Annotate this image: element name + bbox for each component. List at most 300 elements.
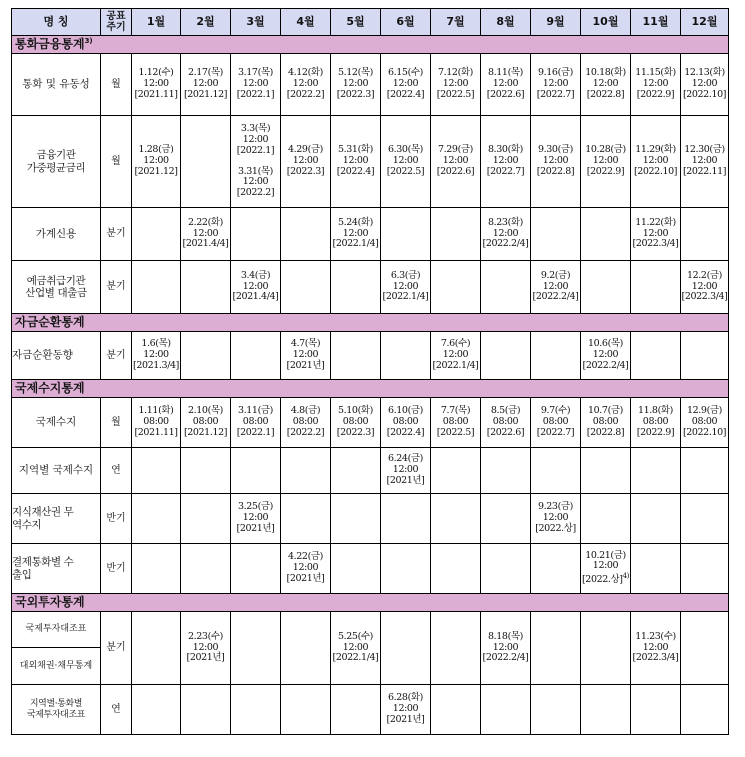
release-time: 12:00 xyxy=(143,349,169,361)
header-month: 8월 xyxy=(481,9,531,36)
schedule-cell xyxy=(231,261,281,314)
schedule-cell xyxy=(132,612,181,685)
release-date: 2.22(화) xyxy=(188,216,223,228)
reference-period: [2022.1/4] xyxy=(332,238,379,250)
reference-period: [2022.4] xyxy=(336,165,375,177)
schedule-cell xyxy=(531,116,581,208)
release-date: 3.3(목) xyxy=(240,122,271,134)
release-date: 2.23(수) xyxy=(188,630,223,642)
reference-period: [2022.10] xyxy=(682,88,727,100)
schedule-cell xyxy=(431,398,481,448)
reference-period: [2022.11] xyxy=(682,165,727,177)
release-time: 08:00 xyxy=(292,416,319,428)
reference-period: [2022.2/4] xyxy=(532,291,579,303)
release-time: 12:00 xyxy=(392,280,419,292)
schedule-cell xyxy=(231,544,281,594)
schedule-cell xyxy=(631,612,681,685)
header-month: 12월 xyxy=(681,9,729,36)
schedule-cell xyxy=(531,544,581,594)
reference-period: [2022.3] xyxy=(286,165,325,177)
schedule-cell xyxy=(331,332,381,380)
release-date: 4.7(목) xyxy=(290,338,321,350)
release-date: 11.23(수) xyxy=(635,630,676,642)
schedule-cell xyxy=(331,398,381,448)
schedule-cell xyxy=(681,54,729,116)
table-row xyxy=(12,448,729,494)
reference-period: [2021.12] xyxy=(134,165,178,177)
reference-period: [2022.3] xyxy=(336,426,375,438)
release-date: 6.30(목) xyxy=(388,144,423,156)
release-date: 6.10(금) xyxy=(388,405,423,417)
row-name: 국제수지 xyxy=(12,398,101,448)
release-date: 6.28(화) xyxy=(388,692,423,704)
release-date: 10.6(목) xyxy=(588,338,623,350)
schedule-cell xyxy=(381,208,431,261)
release-time: 12:00 xyxy=(542,78,569,90)
reference-period: [2021년] xyxy=(236,522,275,534)
release-date: 1.11(화) xyxy=(138,405,174,417)
schedule-cell xyxy=(281,332,331,380)
schedule-cell xyxy=(631,544,681,594)
schedule-cell xyxy=(581,398,631,448)
release-date: 12.30(금) xyxy=(684,144,725,156)
reference-period: [2022.8] xyxy=(586,426,625,438)
schedule-cell xyxy=(381,685,431,735)
reference-period: [2022.1] xyxy=(236,426,275,438)
schedule-cell xyxy=(331,54,381,116)
section-title: 통화금융통계$^{3)}$ xyxy=(12,36,729,54)
schedule-cell xyxy=(331,544,381,594)
schedule-cell xyxy=(431,332,481,380)
release-time: 08:00 xyxy=(542,416,569,428)
release-time: 12:00 xyxy=(442,78,469,90)
schedule-cell xyxy=(481,208,531,261)
schedule-cell xyxy=(231,612,281,685)
section-row xyxy=(12,380,729,398)
schedule-cell xyxy=(231,494,281,544)
table-row xyxy=(12,612,729,685)
header-month: 6월 xyxy=(381,9,431,36)
reference-period: [2022.2] xyxy=(286,88,325,100)
release-time: 08:00 xyxy=(492,416,519,428)
release-date: 4.8(금) xyxy=(290,405,321,417)
reference-period: [2021년] xyxy=(186,652,225,664)
release-time: 12:00 xyxy=(542,155,569,167)
reference-period: [2022.2] xyxy=(236,187,275,199)
release-time: 08:00 xyxy=(342,416,369,428)
schedule-cell xyxy=(431,54,481,116)
reference-period: [2021년] xyxy=(386,713,425,725)
schedule-cell xyxy=(481,448,531,494)
section-title: 국제수지통계 xyxy=(12,380,729,398)
schedule-cell xyxy=(681,208,729,261)
schedule-cell xyxy=(181,494,231,544)
release-date: 7.12(화) xyxy=(438,67,473,79)
reference-period: [2022.1] xyxy=(236,144,275,156)
release-schedule-table xyxy=(11,8,729,735)
schedule-cell xyxy=(581,54,631,116)
schedule-cell xyxy=(381,448,431,494)
schedule-cell xyxy=(531,261,581,314)
release-date: 6.24(금) xyxy=(388,453,423,465)
schedule-cell xyxy=(231,332,281,380)
schedule-cell xyxy=(281,261,331,314)
reference-period: [2022.6] xyxy=(486,426,525,438)
schedule-cell xyxy=(531,332,581,380)
table-row xyxy=(12,685,729,735)
release-time: 12:00 xyxy=(342,227,369,239)
schedule-cell xyxy=(381,54,431,116)
reference-period: [2022.7] xyxy=(536,426,575,438)
schedule-cell xyxy=(481,398,531,448)
release-date: 9.7(수) xyxy=(540,405,571,417)
release-date: 5.25(수) xyxy=(338,630,373,642)
schedule-cell xyxy=(181,612,231,685)
schedule-cell xyxy=(381,544,431,594)
row-name: 지식재산권 무 역수지 xyxy=(12,494,101,544)
schedule-cell xyxy=(281,448,331,494)
schedule-cell xyxy=(631,261,681,314)
schedule-cell xyxy=(231,685,281,735)
schedule-cell xyxy=(581,208,631,261)
release-date: 10.18(화) xyxy=(585,67,626,79)
schedule-cell xyxy=(681,448,729,494)
release-date: 12.2(금) xyxy=(687,269,722,281)
release-time: 12:00 xyxy=(592,560,619,572)
schedule-cell xyxy=(531,54,581,116)
reference-period: [2021.12] xyxy=(183,88,228,100)
release-time: 12:00 xyxy=(642,155,669,167)
reference-period: [2022.3/4] xyxy=(632,238,679,250)
schedule-cell xyxy=(331,116,381,208)
schedule-cell xyxy=(631,398,681,448)
header-month: 7월 xyxy=(431,9,481,36)
schedule-cell xyxy=(431,208,481,261)
row-name: 통화 및 유동성 xyxy=(12,54,101,116)
row-name: 예금취급기관 산업별 대출금 xyxy=(12,261,101,314)
schedule-cell xyxy=(481,332,531,380)
reference-period: [2022.1/4] xyxy=(432,359,479,371)
release-time: 12:00 xyxy=(592,78,619,90)
release-date: 10.21(금) xyxy=(585,549,626,561)
row-cycle: 반기 xyxy=(101,544,132,594)
release-date: 9.30(금) xyxy=(538,144,573,156)
release-date: 5.12(목) xyxy=(338,67,373,79)
schedule-cell xyxy=(481,116,531,208)
schedule-cell xyxy=(132,544,181,594)
header-month: 10월 xyxy=(581,9,631,36)
release-time: 12:00 xyxy=(592,349,619,361)
release-time: 12:00 xyxy=(691,155,718,167)
schedule-cell xyxy=(231,116,281,208)
release-date: 5.24(화) xyxy=(338,216,373,228)
release-time: 08:00 xyxy=(442,416,469,428)
schedule-cell xyxy=(481,494,531,544)
release-date: 12.13(화) xyxy=(684,67,725,79)
schedule-cell xyxy=(281,208,331,261)
release-time: 12:00 xyxy=(442,155,469,167)
schedule-cell xyxy=(531,612,581,685)
reference-period: [2022.5] xyxy=(436,88,475,100)
schedule-cell xyxy=(631,208,681,261)
schedule-cell xyxy=(531,448,581,494)
schedule-cell xyxy=(481,261,531,314)
schedule-cell xyxy=(631,494,681,544)
schedule-cell xyxy=(431,448,481,494)
schedule-cell xyxy=(631,116,681,208)
schedule-cell xyxy=(181,544,231,594)
schedule-cell xyxy=(181,54,231,116)
footnote-marker: 3) xyxy=(84,37,93,46)
schedule-cell xyxy=(132,332,181,380)
release-time: 12:00 xyxy=(492,641,519,653)
reference-period: [2022.9] xyxy=(636,426,675,438)
reference-period: [2021.11] xyxy=(134,88,178,100)
reference-period: [2022.9] xyxy=(586,165,625,177)
release-time: 12:00 xyxy=(192,227,219,239)
release-time: 12:00 xyxy=(642,641,669,653)
header-month: 4월 xyxy=(281,9,331,36)
reference-period: [2021년] xyxy=(386,474,425,486)
schedule-cell xyxy=(132,208,181,261)
schedule-cell xyxy=(331,448,381,494)
release-time: 08:00 xyxy=(242,416,269,428)
release-date: 9.16(금) xyxy=(538,67,573,79)
release-date: 3.31(목) xyxy=(238,165,273,177)
release-time: 12:00 xyxy=(392,464,419,476)
release-time: 12:00 xyxy=(642,78,669,90)
reference-period: [2022.4] xyxy=(386,426,425,438)
schedule-cell xyxy=(281,54,331,116)
release-time: 12:00 xyxy=(691,280,718,292)
reference-period: [2022.10] xyxy=(633,165,678,177)
release-time: 08:00 xyxy=(642,416,669,428)
release-date: 2.10(목) xyxy=(188,405,223,417)
release-date: 6.3(금) xyxy=(390,269,421,281)
release-time: 12:00 xyxy=(492,155,519,167)
schedule-cell xyxy=(481,612,531,685)
table-row xyxy=(12,544,729,594)
release-time: 08:00 xyxy=(143,416,169,428)
row-cycle: 월 xyxy=(101,54,132,116)
reference-period: [2022.2/4] xyxy=(482,238,529,250)
section-row xyxy=(12,314,729,332)
reference-period: [2022.3] xyxy=(336,88,375,100)
schedule-cell xyxy=(132,685,181,735)
section-row xyxy=(12,36,729,54)
release-date: 2.17(목) xyxy=(188,67,223,79)
reference-period: [2021.4/4] xyxy=(232,291,279,303)
release-time: 12:00 xyxy=(442,349,469,361)
schedule-cell xyxy=(132,54,181,116)
header-month: 3월 xyxy=(231,9,281,36)
schedule-cell xyxy=(581,261,631,314)
schedule-cell xyxy=(132,261,181,314)
header-month: 9월 xyxy=(531,9,581,36)
table-row xyxy=(12,54,729,116)
release-date: 10.7(금) xyxy=(588,405,623,417)
reference-period: [2022.1/4] xyxy=(332,652,379,664)
reference-period: [2021.4/4] xyxy=(182,238,229,250)
schedule-cell xyxy=(381,494,431,544)
release-date: 8.5(금) xyxy=(490,405,521,417)
table-row xyxy=(12,398,729,448)
reference-period: [2022.9] xyxy=(636,88,675,100)
row-cycle: 연 xyxy=(101,685,132,735)
schedule-cell xyxy=(431,544,481,594)
release-time: 12:00 xyxy=(342,78,369,90)
schedule-cell xyxy=(481,685,531,735)
schedule-cell xyxy=(681,544,729,594)
schedule-cell xyxy=(331,612,381,685)
release-time: 12:00 xyxy=(143,78,169,90)
release-time: 08:00 xyxy=(392,416,419,428)
schedule-cell xyxy=(581,612,631,685)
release-time: 12:00 xyxy=(542,512,569,524)
release-time: 12:00 xyxy=(392,703,419,715)
release-date: 4.22(금) xyxy=(288,551,323,563)
release-time: 12:00 xyxy=(192,78,219,90)
reference-period: [2022.2/4] xyxy=(482,652,529,664)
release-date: 9.23(금) xyxy=(538,501,573,513)
schedule-cell xyxy=(181,685,231,735)
release-time: 12:00 xyxy=(192,641,219,653)
schedule-cell xyxy=(631,685,681,735)
release-date: 1.12(수) xyxy=(138,67,174,79)
row-name: 자금순환동향 xyxy=(12,332,101,380)
reference-period: [2022.10] xyxy=(682,426,727,438)
release-time: 12:00 xyxy=(242,280,269,292)
schedule-cell xyxy=(431,612,481,685)
row-name: 가계신용 xyxy=(12,208,101,261)
reference-period: [2022.2] xyxy=(286,426,325,438)
release-date: 3.11(금) xyxy=(238,405,273,417)
row-name: 국제투자대조표 대외채권·채무통계 xyxy=(12,612,101,685)
reference-period: [2022.7] xyxy=(486,165,525,177)
row-name: 지역별·통화별 국제투자대조표 xyxy=(12,685,101,735)
schedule-cell xyxy=(331,261,381,314)
schedule-cell xyxy=(231,54,281,116)
reference-period: [2022.2/4] xyxy=(582,359,629,371)
schedule-cell xyxy=(481,54,531,116)
spacer xyxy=(231,157,280,167)
table-row xyxy=(12,208,729,261)
release-time: 12:00 xyxy=(492,78,519,90)
header-row xyxy=(12,9,729,36)
schedule-cell xyxy=(231,398,281,448)
row-cycle: 분기 xyxy=(101,208,132,261)
schedule-cell xyxy=(681,116,729,208)
schedule-cell xyxy=(481,544,531,594)
reference-period: [2022.7] xyxy=(536,88,575,100)
schedule-cell xyxy=(431,685,481,735)
schedule-cell xyxy=(581,494,631,544)
row-cycle: 분기 xyxy=(101,332,132,380)
release-date: 7.6(수) xyxy=(440,338,471,350)
schedule-cell xyxy=(281,544,331,594)
schedule-cell xyxy=(531,208,581,261)
release-time: 12:00 xyxy=(342,641,369,653)
schedule-cell xyxy=(381,116,431,208)
schedule-cell xyxy=(132,398,181,448)
schedule-cell xyxy=(281,398,331,448)
schedule-cell xyxy=(681,398,729,448)
schedule-cell xyxy=(581,544,631,594)
schedule-cell xyxy=(681,612,729,685)
reference-period: [2021년] xyxy=(286,572,325,584)
release-date: 11.8(화) xyxy=(638,405,673,417)
row-cycle: 반기 xyxy=(101,494,132,544)
release-date: 5.31(화) xyxy=(338,144,373,156)
release-time: 12:00 xyxy=(242,512,269,524)
schedule-cell xyxy=(181,398,231,448)
reference-period: [2021.11] xyxy=(134,426,178,438)
release-time: 12:00 xyxy=(292,78,319,90)
schedule-cell xyxy=(581,332,631,380)
release-date: 8.23(화) xyxy=(488,216,523,228)
release-time: 12:00 xyxy=(392,155,419,167)
table-row xyxy=(12,332,729,380)
release-time: 12:00 xyxy=(292,349,319,361)
reference-period: [2021.12] xyxy=(183,426,228,438)
release-date: 10.28(금) xyxy=(585,144,626,156)
schedule-cell xyxy=(681,685,729,735)
schedule-cell xyxy=(281,116,331,208)
release-time: 12:00 xyxy=(542,280,569,292)
schedule-cell xyxy=(681,494,729,544)
schedule-cell xyxy=(681,332,729,380)
release-time: 12:00 xyxy=(392,78,419,90)
release-date: 5.10(화) xyxy=(338,405,373,417)
row-cycle: 월 xyxy=(101,116,132,208)
release-date: 3.4(금) xyxy=(240,269,271,281)
schedule-cell xyxy=(531,398,581,448)
release-time: 12:00 xyxy=(642,227,669,239)
reference-period: [2021년] xyxy=(286,359,325,371)
release-date: 8.30(화) xyxy=(488,144,523,156)
release-date: 9.2(금) xyxy=(540,269,571,281)
schedule-cell xyxy=(331,494,381,544)
table-row xyxy=(12,261,729,314)
release-time: 12:00 xyxy=(592,155,619,167)
reference-period: [2022.8] xyxy=(586,88,625,100)
table-row xyxy=(12,116,729,208)
schedule-cell xyxy=(381,261,431,314)
reference-period: [2022.5] xyxy=(436,426,475,438)
schedule-cell xyxy=(531,685,581,735)
row-cycle: 분기 xyxy=(101,612,132,685)
schedule-cell xyxy=(531,494,581,544)
footnote-marker: 4) xyxy=(622,572,629,581)
schedule-cell xyxy=(181,332,231,380)
reference-period: [2022.1] xyxy=(236,88,275,100)
release-date: 3.25(금) xyxy=(238,501,273,513)
release-time: 08:00 xyxy=(192,416,219,428)
section-title: 국외투자통계 xyxy=(12,594,729,612)
schedule-cell xyxy=(181,448,231,494)
reference-period: [2022.6] xyxy=(486,88,525,100)
release-date: 7.29(금) xyxy=(438,144,473,156)
schedule-cell xyxy=(132,448,181,494)
header-month: 1월 xyxy=(132,9,181,36)
schedule-cell xyxy=(132,494,181,544)
schedule-cell xyxy=(431,116,481,208)
release-time: 12:00 xyxy=(242,176,269,188)
release-date: 6.15(수) xyxy=(388,67,423,79)
schedule-cell xyxy=(631,448,681,494)
release-date: 11.29(화) xyxy=(635,144,676,156)
schedule-cell xyxy=(231,448,281,494)
